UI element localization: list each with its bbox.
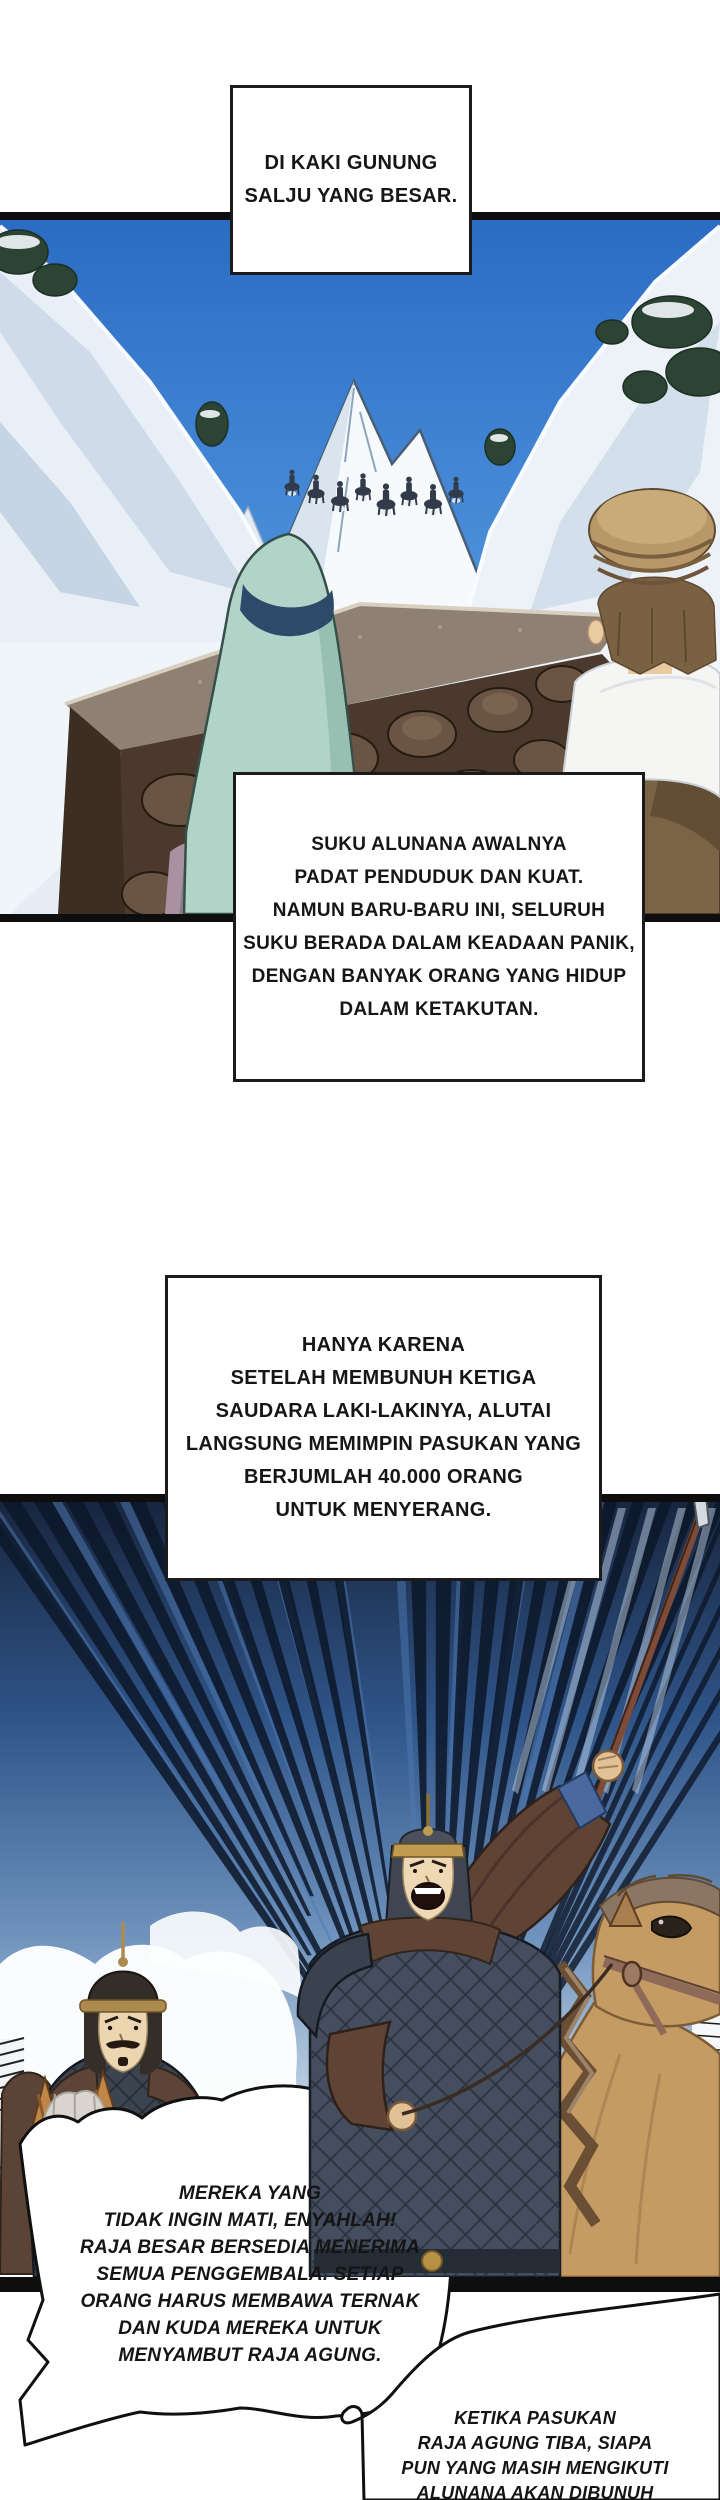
- speech-text-right: [360, 2406, 710, 2500]
- narration-box-tribe: [233, 772, 645, 1082]
- narration-line: SALJU YANG BESAR.: [244, 185, 458, 207]
- speech-line: PUN YANG MASIH MENGIKUTI: [401, 2458, 669, 2478]
- narration-line: SUKU ALUNANA AWALNYA: [311, 834, 567, 855]
- narration-line: PADAT PENDUDUK DAN KUAT.: [294, 867, 584, 888]
- speech-line: TIDAK INGIN MATI, ENYAHLAH!: [103, 2210, 397, 2231]
- narration-line: DENGAN BANYAK ORANG YANG HIDUP: [251, 966, 627, 987]
- narration-line: SETELAH MEMBUNUH KETIGA: [230, 1367, 537, 1389]
- narration-line: BERJUMLAH 40.000 ORANG: [244, 1466, 523, 1488]
- narration-line: UNTUK MENYERANG.: [275, 1499, 492, 1521]
- shouting-mouth: [412, 1883, 444, 1909]
- narration-line: NAMUN BARU-BARU INI, SELURUH: [272, 900, 606, 921]
- speech-line: MENYAMBUT RAJA AGUNG.: [118, 2345, 382, 2366]
- speech-line: MEREKA YANG: [178, 2183, 322, 2204]
- narration-line: HANYA KARENA: [301, 1334, 466, 1356]
- narration-box-alutai: [165, 1275, 602, 1581]
- speech-line: KETIKA PASUKAN: [454, 2408, 616, 2428]
- narration-box-opening: [230, 85, 472, 275]
- narration-line: SUKU BERADA DALAM KEADAAN PANIK,: [243, 933, 635, 954]
- speech-line: DAN KUDA MEREKA UNTUK: [118, 2318, 382, 2339]
- narration-line: LANGSUNG MEMIMPIN PASUKAN YANG: [185, 1433, 582, 1455]
- speech-line: ORANG HARUS MEMBAWA TERNAK: [80, 2291, 420, 2312]
- narration-line: DI KAKI GUNUNG: [264, 152, 438, 174]
- speech-line: SEMUA PENGGEMBALA. SETIAP: [96, 2264, 404, 2285]
- speech-line: RAJA AGUNG TIBA, SIAPA: [417, 2433, 653, 2453]
- speech-line: ALUNANA AKAN DIBUNUH: [416, 2483, 654, 2500]
- narration-line: SAUDARA LAKI-LAKINYA, ALUTAI: [215, 1400, 552, 1422]
- speech-text-left: [48, 2180, 452, 2369]
- narration-line: DALAM KETAKUTAN.: [339, 999, 539, 1020]
- speech-line: RAJA BESAR BERSEDIA MENERIMA: [80, 2237, 420, 2258]
